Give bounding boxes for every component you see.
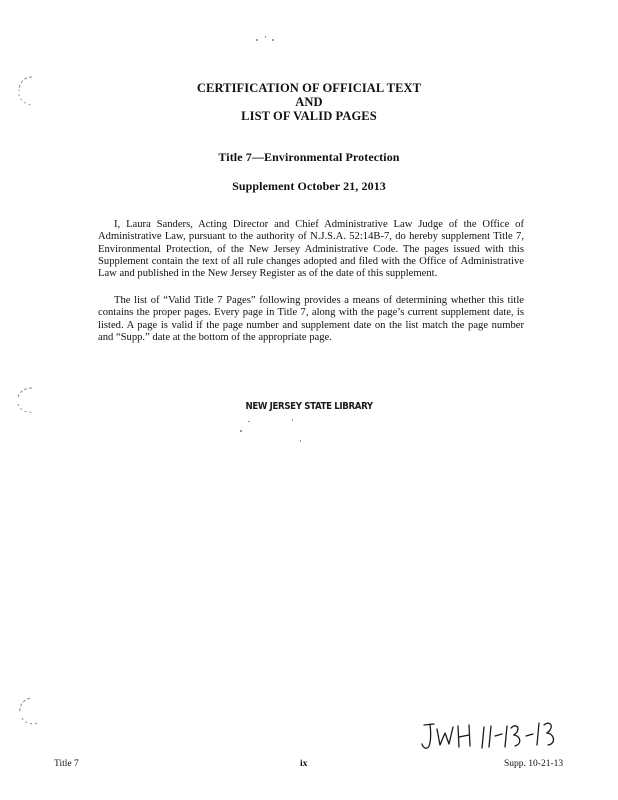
valid-pages-heading: LIST OF VALID PAGES <box>241 109 377 123</box>
scan-speck <box>248 421 250 422</box>
certification-paragraph: I, Laura Sanders, Acting Director and Chief Administrative Law Judge of the Office of Administrative Law, pursuant to the authority of N.J.S.A. 52:14B-7, do hereby supplement Title 7, Environmental Protection, of the New Jersey Administrative Code. The pages issued with this Supplement contain the text of all rule changes adopted and filed with the Office of Administrative Law and published in the New Jersey Register as of the date of this supplement. <box>98 219 524 280</box>
punch-hole-middle <box>12 384 42 418</box>
certification-heading: CERTIFICATION OF OFFICIAL TEXT <box>196 81 422 95</box>
library-stamp: NEW JERSEY STATE LIBRARY <box>245 401 373 412</box>
footer-title: Title 7 <box>54 759 79 769</box>
supplement-date: Supplement October 21, 2013 <box>232 179 386 193</box>
punch-hole-bottom <box>14 694 44 728</box>
scan-speck <box>240 430 242 432</box>
scan-speck <box>272 39 274 41</box>
page-number: ix <box>300 759 308 769</box>
footer-supplement: Supp. 10-21-13 <box>504 759 564 769</box>
handwritten-signature <box>418 717 578 757</box>
scan-speck <box>265 36 266 38</box>
valid-pages-paragraph: The list of “Valid Title 7 Pages” following provides a means of determining whether this title contains the proper pages. Every page in Title 7, along with the page’s current supplement date, is listed. A page is valid if the page number and supplement date on the list match the page number and “Supp.” date at the bottom of the appropriate page. <box>98 295 524 343</box>
title-name: Title 7—Environmental Protection <box>218 150 400 164</box>
scan-speck <box>300 440 301 442</box>
scan-speck <box>256 39 258 41</box>
heading-conjunction: AND <box>295 95 323 109</box>
scan-speck <box>292 419 293 421</box>
